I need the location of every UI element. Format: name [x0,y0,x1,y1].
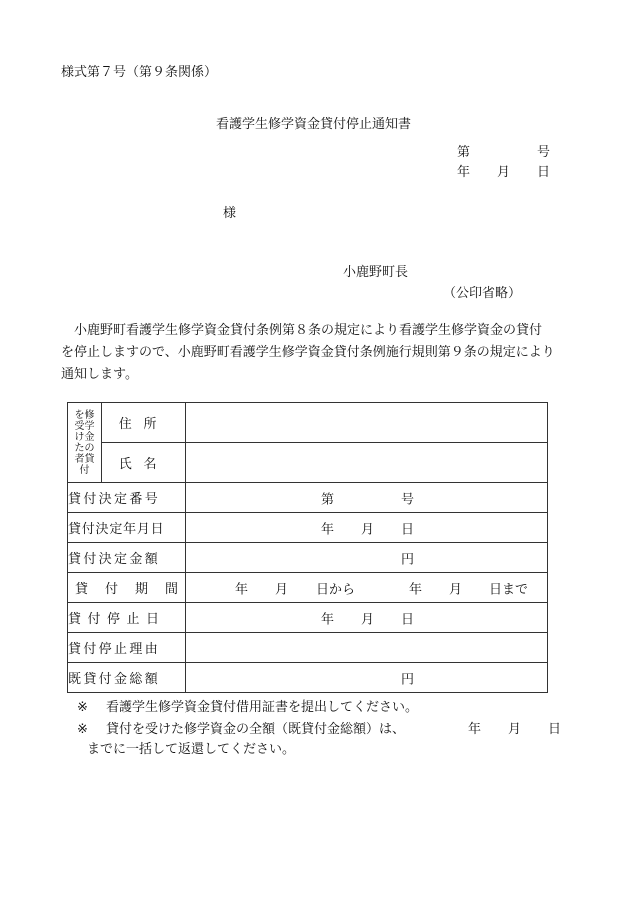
group-label-line: 受学 [74,420,95,432]
total-amount-unit: 円 [401,672,415,687]
note-2-year: 年 [468,722,482,737]
loan-info-table [67,402,548,693]
date-year: 年 [457,165,471,180]
period-label-char: 貸 [75,582,89,597]
table-row [68,663,548,693]
date-month: 月 [497,165,511,180]
table-row [68,603,548,633]
note-2 [77,722,405,738]
stop-date-label: 貸付停止日 [68,603,186,633]
period-label-char: 付 [104,582,118,597]
group-label-line: を修 [74,409,95,421]
period-from-day: 日から [316,582,356,597]
seal-note: （公印省略） [443,286,522,301]
note-2-continuation: までに一括して返還してください。 [87,742,296,757]
notice-body-line: 通知します。 [61,367,138,382]
decision-amount-label: 貸付決定金額 [68,543,186,573]
table-row [68,443,548,483]
decision-date-value [186,513,548,543]
stop-reason-value [186,633,548,663]
document-title: 看護学生修学資金貸付停止通知書 [216,117,412,132]
decision-date-label: 貸付決定年月日 [68,513,186,543]
decision-number-label: 貸付決定番号 [68,483,186,513]
note-2-day: 日 [548,722,562,737]
period-value [186,573,548,603]
decision-number-suffix: 号 [401,492,415,507]
name-value [186,443,548,483]
period-from-month: 月 [275,582,289,597]
address-value [186,403,548,443]
period-to-day: 日まで [489,582,529,597]
decision-amount-unit: 円 [401,552,415,567]
note-mark: ※ [77,722,88,737]
decision-amount-value [186,543,548,573]
addressee-suffix: 様 [223,206,237,221]
address-label: 住所 [102,403,186,443]
group-label-line: たの [74,442,95,454]
table-row [68,403,548,443]
notice-body-line: を停止しますので、小鹿野町看護学生修学資金貸付条例施行規則第９条の規定により [61,345,555,360]
decision-number-prefix: 第 [321,492,335,507]
decision-date-year: 年 [321,522,335,537]
total-amount-label: 既貸付金総額 [68,663,186,693]
note-mark: ※ [77,700,88,715]
doc-number-prefix: 第 [457,145,471,160]
decision-date-month: 月 [361,522,375,537]
period-label [68,573,186,603]
notice-body-line: 小鹿野町看護学生修学資金貸付条例第８条の規定により看護学生修学資金の貸付 [74,323,543,338]
table-row [68,543,548,573]
decision-date-day: 日 [401,522,415,537]
group-label-line: け金 [74,431,95,443]
group-label-line: 付 [79,464,90,476]
note-2-text: 貸付を受けた修学資金の全額（既貸付金総額）は、 [106,722,406,737]
stop-date-year: 年 [321,612,335,627]
period-label-char: 期 [134,582,148,597]
note-2-month: 月 [508,722,522,737]
period-from-year: 年 [235,582,249,597]
stop-date-value [186,603,548,633]
stop-reason-label: 貸付停止理由 [68,633,186,663]
stop-date-month: 月 [361,612,375,627]
table-row [68,483,548,513]
table-row [68,633,548,663]
date-day: 日 [537,165,551,180]
period-to-month: 月 [449,582,463,597]
form-number: 様式第７号（第９条関係） [61,65,218,80]
group-label-line: 者貸 [74,453,95,465]
name-label: 氏名 [102,443,186,483]
period-to-year: 年 [409,582,423,597]
stop-date-day: 日 [401,612,415,627]
recipient-group-label [68,403,102,483]
table-row [68,573,548,603]
doc-number-suffix: 号 [537,145,551,160]
decision-number-value [186,483,548,513]
note-1 [77,700,418,716]
table-row [68,513,548,543]
note-1-text: 看護学生修学資金貸付借用証書を提出してください。 [106,700,419,715]
total-amount-value [186,663,548,693]
period-label-char: 間 [164,582,178,597]
notice-body [61,320,561,386]
issuer-name: 小鹿野町長 [343,265,409,280]
